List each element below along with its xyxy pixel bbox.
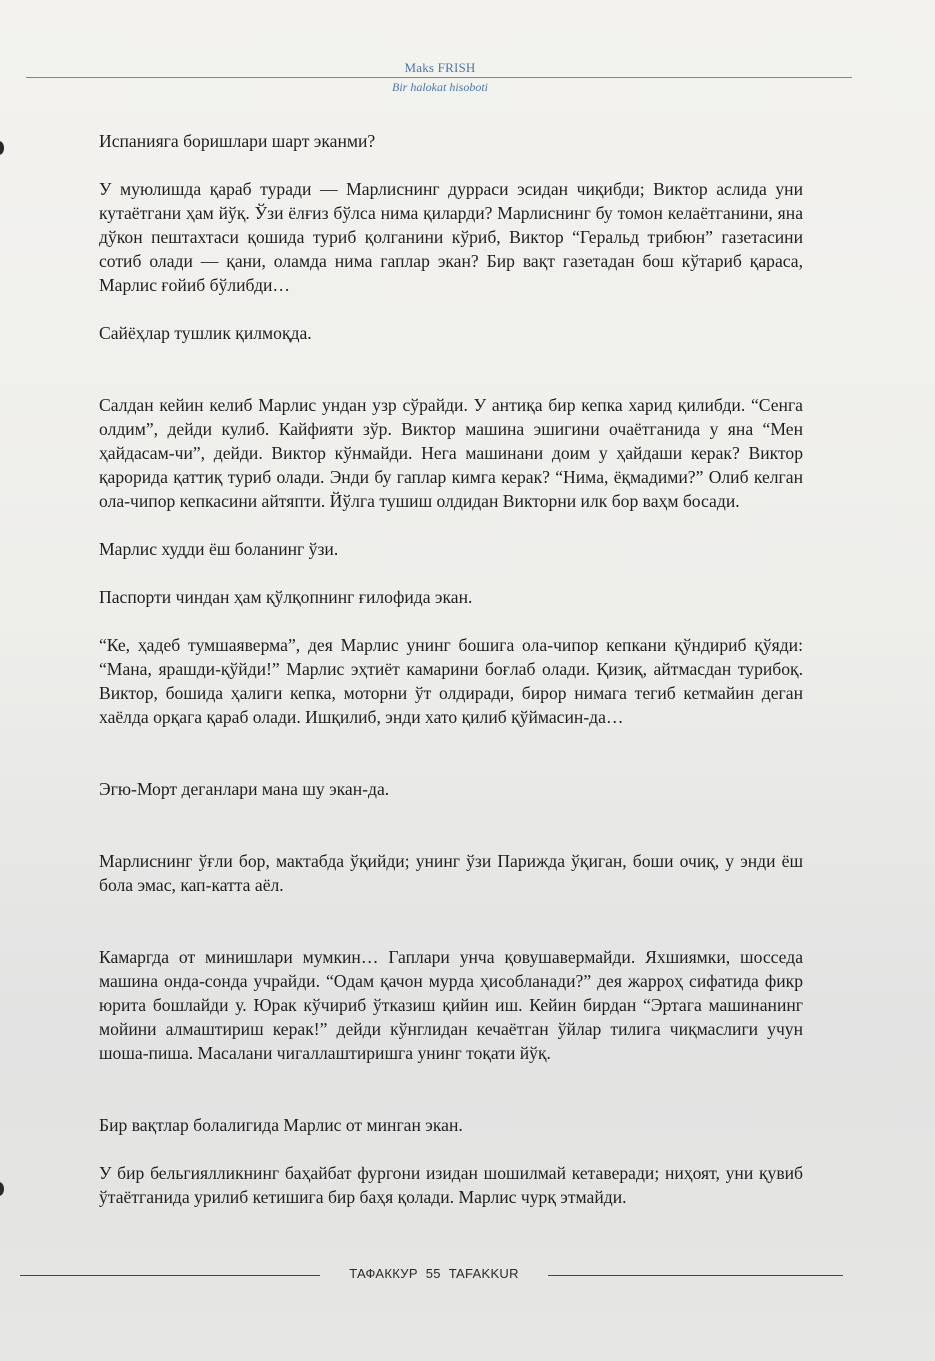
- paragraph: Сайёҳлар тушлик қилмоқда.: [99, 323, 312, 343]
- footer-folio: [322, 1266, 546, 1281]
- paragraph: У бир бельгиялликнинг баҳайбат фургони изидан шошилмай кетаверади; ниҳоят, уни қувиб ўтаётганида урилиб кетишига бир баҳя қолади. Марлис чурқ этмайди.: [99, 1163, 803, 1207]
- page-number: 55: [425, 1266, 441, 1281]
- header-author: Maks FRISH: [404, 60, 476, 75]
- header-rule: [26, 77, 852, 78]
- header-subtitle: Bir halokat hisoboti: [392, 80, 488, 94]
- footer-journal-latin: TAFAKKUR: [448, 1266, 519, 1281]
- footer-rule-right: [548, 1275, 843, 1276]
- article-body: [99, 129, 803, 1209]
- paragraph: У муюлишда қараб туради — Марлиснинг дурраси эсидан чиқибди; Виктор аслида уни кутаётгани ҳам йўқ. Ўзи ёлғиз бўлса нима қиларди? Марлиснинг бу томон келаётганини, яна дўкон пештахтаси қошида туриб қолганини кўриб, Виктор “Геральд трибюн” газетасини сотиб олади — қани, оламда нима гаплар экан? Бир вақт газетадан бош кўтариб қараса, Марлис ғойиб бўлибди…: [99, 179, 803, 295]
- paragraph: Салдан кейин келиб Марлис ундан узр сўрайди. У антиқа бир кепка харид қилибди. “Сенга олдим”, дейди кулиб. Кайфияти зўр. Виктор машина эшигини очаётганида у яна “Мен ҳайдасам-чи”, дейди. Виктор кўнмайди. Нега машинани доим у ҳайдаши керак? Виктор қарорида қаттиқ туриб олади. Энди бу гаплар кимга керак? “Нима, ёқмадими?” Олиб келган ола-чипор кепкасини айтяпти. Йўлга тушиш олдидан Викторни илк бор ваҳм босади.: [99, 395, 803, 511]
- paragraph: “Ке, ҳадеб тумшаяверма”, дея Марлис унинг бошига ола-чипор кепкани қўндириб қўяди: “Мана, ярашди-қўйди!” Марлис эҳтиёт камарини боғлаб олади. Қизиқ, айтмасдан турибоқ. Виктор, бошида ҳалиги кепка, моторни ўт олдиради, бирор нимага тегиб кетмайин деган хаёлда орқага қараб олади. Ишқилиб, энди хато қилиб қўймасин-да…: [99, 635, 803, 727]
- paragraph: Марлис худди ёш боланинг ўзи.: [99, 539, 339, 559]
- paragraph: Эгю-Морт деганлари мана шу экан-да.: [99, 779, 390, 799]
- footer-rule-left: [20, 1275, 320, 1276]
- footer-journal-cyrillic: ТАФАККУР: [349, 1266, 418, 1281]
- paragraph: Испанияга боришлари шарт эканми?: [99, 131, 376, 151]
- binder-hole-mark: [0, 1182, 4, 1196]
- binder-hole-mark: [0, 141, 4, 155]
- paragraph: Паспорти чиндан ҳам қўлқопнинг ғилофида экан.: [99, 587, 473, 607]
- paragraph: Бир вақтлар болалигида Марлис от минган экан.: [99, 1115, 463, 1135]
- paragraph: Камаргда от минишлари мумкин… Гаплари унча қовушавермайди. Яхшиямки, шосседа машина онда-сонда учрайди. “Одам қачон мурда ҳисобланади?” дея жарроҳ сифатида фикр юрита бошлайди у. Юрак кўчириб ўтказиш қийин иш. Кейин бирдан “Эртага машинанинг мойини алмаштириш керак!” дейди кўнглидан кечаётган ўйлар тилига чиқмаслиги учун шоша-пиша. Масалани чигаллаштиришга унинг тоқати йўқ.: [99, 947, 803, 1063]
- paragraph: Марлиснинг ўғли бор, мактабда ўқийди; унинг ўзи Парижда ўқиган, боши очиқ, у энди ёш бола эмас, кап-катта аёл.: [99, 851, 803, 895]
